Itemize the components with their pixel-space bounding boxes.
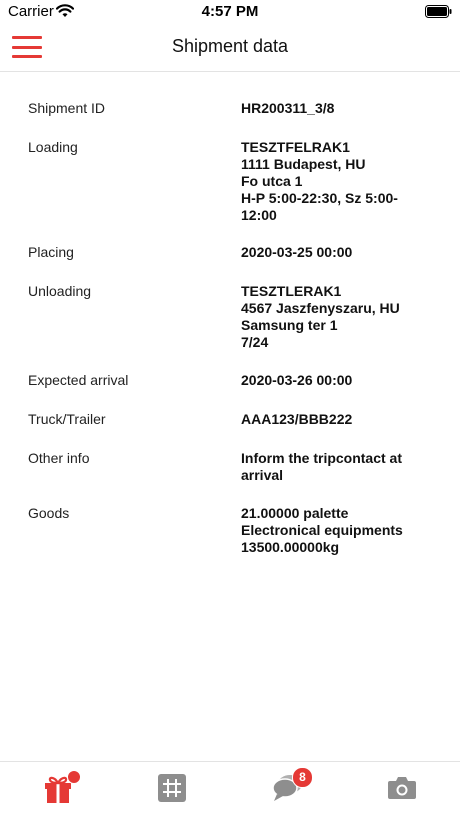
value-line: Electronical equipments — [241, 522, 403, 538]
detail-value — [241, 411, 441, 428]
value-line: Inform the tripcontact at — [241, 450, 403, 466]
detail-label: Truck/Trailer — [28, 411, 106, 427]
tab-bar — [0, 761, 460, 819]
tab-grid[interactable] — [152, 770, 192, 810]
value-line: AAA123/BBB222 — [241, 411, 353, 427]
detail-value — [241, 139, 441, 224]
tab-messages[interactable] — [268, 770, 308, 810]
detail-label: Loading — [28, 139, 78, 155]
carrier-name: Carrier — [8, 3, 54, 20]
value-line: 2020-03-26 00:00 — [241, 372, 353, 388]
detail-value — [241, 505, 441, 556]
value-line: 21.00000 palette — [241, 505, 349, 521]
detail-label: Expected arrival — [28, 372, 129, 388]
tab-gifts[interactable] — [38, 770, 78, 810]
detail-label: Unloading — [28, 283, 92, 299]
messages-badge: 8 — [292, 767, 313, 788]
status-bar — [0, 0, 460, 24]
tab-camera[interactable] — [382, 770, 422, 810]
detail-label: Goods — [28, 505, 70, 521]
value-line: TESZTFELRAK1 — [241, 139, 350, 155]
value-line: 12:00 — [241, 207, 277, 223]
battery-icon — [425, 5, 452, 23]
value-line: TESZTLERAK1 — [241, 283, 342, 299]
value-line: 2020-03-25 00:00 — [241, 244, 353, 260]
value-line: Samsung ter 1 — [241, 317, 338, 333]
grid-icon — [157, 773, 187, 808]
detail-value — [241, 283, 441, 351]
status-time: 4:57 PM — [201, 3, 259, 20]
detail-label: Other info — [28, 450, 90, 466]
detail-value — [241, 100, 441, 117]
value-line: 13500.00000kg — [241, 539, 340, 555]
detail-value — [241, 372, 441, 389]
detail-label: Shipment ID — [28, 100, 106, 116]
value-line: 1111 Budapest, HU — [241, 156, 366, 172]
detail-label: Placing — [28, 244, 74, 260]
value-line: 7/24 — [241, 334, 269, 350]
gift-notification-dot — [67, 770, 81, 784]
detail-value — [241, 450, 441, 484]
page-title: Shipment data — [171, 36, 289, 56]
value-line: H-P 5:00-22:30, Sz 5:00- — [241, 190, 398, 206]
value-line: 4567 Jaszfenyszaru, HU — [241, 300, 400, 316]
value-line: Fo utca 1 — [241, 173, 303, 189]
value-line: arrival — [241, 467, 284, 483]
detail-value — [241, 244, 441, 261]
navigation-bar — [0, 24, 460, 72]
camera-icon — [387, 775, 417, 806]
value-line: HR200311_3/8 — [241, 100, 335, 116]
